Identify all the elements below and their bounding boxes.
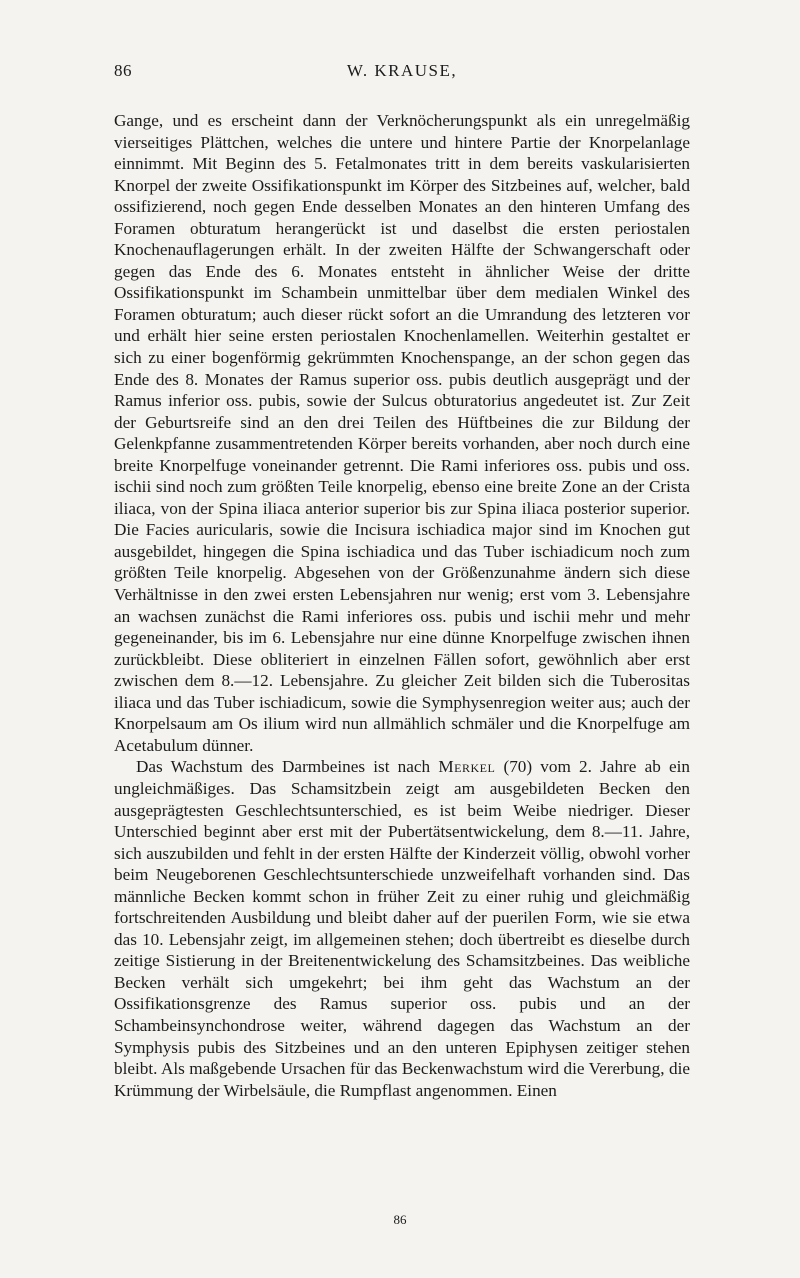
body-text	[114, 110, 690, 1101]
footer-page-number: 86	[393, 1212, 407, 1227]
paragraph-2	[114, 756, 690, 1101]
header-page-number: 86	[114, 61, 132, 80]
paragraph-2-text-rest: (70) vom 2. Jahre ab ein ungleichmäßiges. Das Schamsitzbein zeigt am ausgebildeten Becken den ausgeprägtesten Geschlechtsunterschied, es ist beim Weibe niedriger. Dieser Unterschied beginnt aber erst mit der Pubertätsentwickelung, dem 8.—11. Jahre, sich auszubilden und fehlt in der ersten Hälfte der Kinderzeit völlig, obwohl vorher beim Neugeborenen Geschlechtsunterschiede unzweifelhaft vorhanden sind. Das männliche Becken kommt schon in früher Zeit zu einer ruhig und gleichmäßig fortschreitenden Ausbildung und bleibt daher auf der puerilen Form, wie sie etwa das 10. Lebensjahr zeigt, im allgemeinen stehen; doch übertreibt es dieselbe durch zeitige Sistierung in der Breitenentwickelung des Schamsitzbeines. Das weibliche Becken verhält sich umgekehrt; bei ihm geht das Wachstum an der Ossifikationsgrenze des Ramus superior oss. pubis und an der Schambeinsynchondrose weiter, während dagegen das Wachstum an der Symphysis pubis des Sitzbeines und an den unteren Epiphysen zeitiger stehen bleibt. Als maßgebende Ursachen für das Beckenwachstum wird die Vererbung, die Krümmung der Wirbelsäule, die Rumpflast angenommen. Einen	[114, 757, 690, 1100]
paragraph-1: Gange, und es erscheint dann der Verknöcherungspunkt als ein unregelmäßig vierseitiges Plättchen, welches die untere und hintere Partie der Knorpelanlage einnimmt. Mit Beginn des 5. Fetalmonates tritt in dem bereits vaskularisierten Knorpel der zweite Ossifikationspunkt im Körper des Sitzbeines auf, welcher, bald ossifizierend, noch gegen Ende desselben Monates an den hinteren Umfang des Foramen obturatum herangerückt ist und daselbst die ersten periostalen Knochenauflagerungen erhält. In der zweiten Hälfte der Schwangerschaft oder gegen das Ende des 6. Monates entsteht in ähnlicher Weise der dritte Ossifikationspunkt im Schambein unmittelbar über dem medialen Winkel des Foramen obturatum; auch dieser rückt sofort an die Umrandung des letzteren vor und erhält hier seine ersten periostalen Knochenlamellen. Weiterhin gestaltet er sich zu einer bogenförmig gekrümmten Knochenspange, an der schon gegen das Ende des 8. Monates der Ramus superior oss. pubis deutlich ausgeprägt und der Ramus inferior oss. pubis, sowie der Sulcus obturatorius angedeutet ist. Zur Zeit der Geburtsreife sind an den drei Teilen des Hüftbeines die zur Bildung der Gelenkpfanne zusammentretenden Körper bereits vorhanden, aber noch durch eine breite Knorpelfuge voneinander getrennt. Die Rami inferiores oss. pubis und oss. ischii sind noch zum größten Teile knorpelig, ebenso eine breite Zone an der Crista iliaca, von der Spina iliaca anterior superior bis zur Spina iliaca posterior superior. Die Facies auricularis, sowie die Incisura ischiadica major sind im Knochen gut ausgebildet, hingegen die Spina ischiadica und das Tuber ischiadicum noch zum größten Teile knorpelig. Abgesehen von der Größenzunahme ändern sich diese Verhältnisse in den zwei ersten Lebensjahren nur wenig; erst vom 3. Lebensjahre an wachsen zunächst die Rami inferiores oss. pubis und ischii mehr und mehr gegeneinander, bis im 6. Lebensjahre nur eine dünne Knorpelfuge zwischen ihnen zurückbleibt. Diese obliteriert in einzelnen Fällen sofort, gewöhnlich aber erst zwischen dem 8.—12. Lebensjahre. Zu gleicher Zeit bilden sich die Tuberositas iliaca und das Tuber ischiadicum, sowie die Symphysenregion weiter aus; auch der Knorpelsaum am Os ilium wird nun allmählich schmäler und die Knorpelfuge am Acetabulum dünner.	[114, 111, 690, 755]
running-head	[114, 61, 690, 85]
author-name-merkel: Merkel	[438, 757, 496, 777]
header-author: W. KRAUSE,	[346, 61, 458, 80]
paragraph-2-text-start: Das Wachstum des Darmbeines ist nach	[136, 757, 439, 777]
